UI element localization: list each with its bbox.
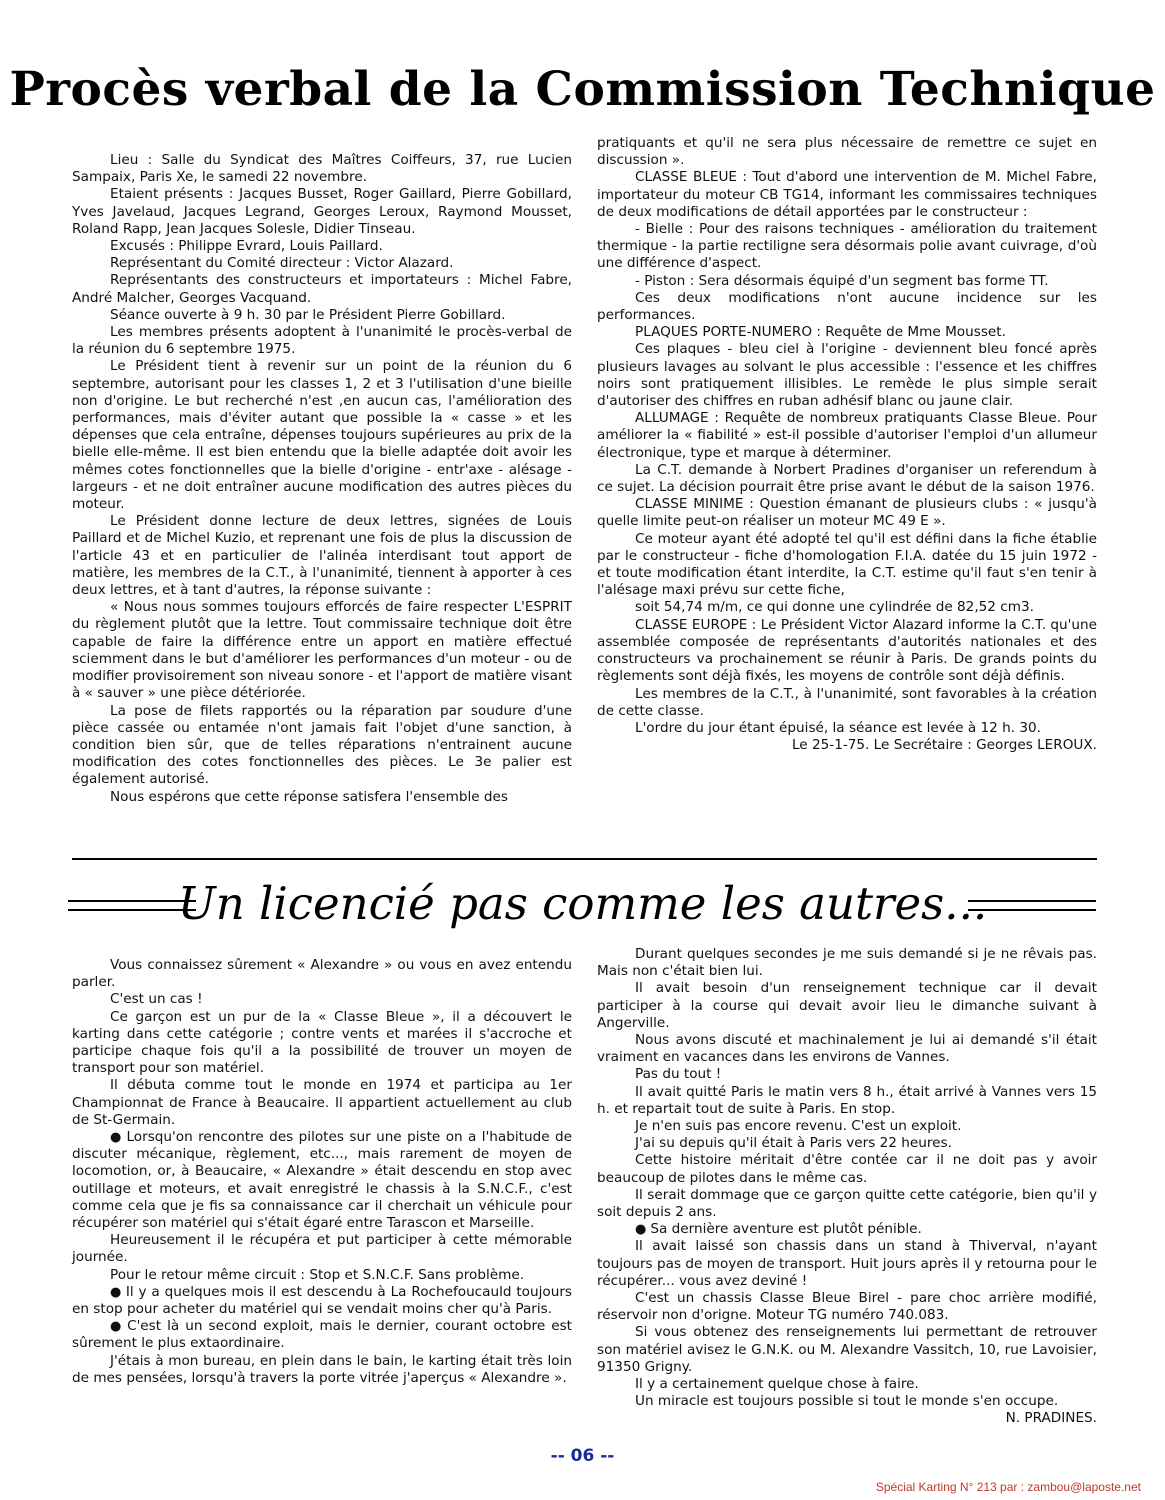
paragraph: Ces plaques - bleu ciel à l'origine - deviennent bleu foncé après plusieurs lavages au solvant le plus accessible : l'essence et les chiffres noirs sont pratiquement illisibles. Le remède le plus simple serait d'autoriser des chiffres en ruban adhésif blanc ou jaune clair. bbox=[597, 341, 1097, 410]
paragraph bbox=[72, 1318, 572, 1352]
paragraph: La C.T. demande à Norbert Pradines d'organiser un referendum à ce sujet. La décision pourrait être prise avant le début de la saison 1976. bbox=[597, 461, 1097, 496]
paragraph bbox=[72, 1284, 572, 1318]
paragraph: CLASSE BLEUE : Tout d'abord une intervention de M. Michel Fabre, importateur du moteur CB TG14, informant les commissaires techniques de deux modifications de détail apportées par le constructeur : bbox=[597, 169, 1097, 220]
paragraph: Ce moteur ayant été adopté tel qu'il est défini dans la fiche établie par le constructeur - fiche d'homologation F.I.A. datée du 15 juin 1972 - et toute modification étant interdite, la C.T. estime qu'il faut s'en tenir à l'alésage maxi prévu sur cette fiche, bbox=[597, 530, 1097, 599]
title-rule-right bbox=[968, 900, 1096, 911]
bullet-icon: ● bbox=[110, 1130, 123, 1146]
paragraph: La pose de filets rapportés ou la réparation par soudure d'une pièce cassée ou entamée n'ont jamais fait l'objet d'une sanction, à condition bien sûr, que de telles réparations n'entrainent aucune modification des cotes fonctionnelles des pièces. Le 3e palier est également autorisé. bbox=[72, 702, 572, 788]
paragraph-text: Lorsqu'on rencontre des pilotes sur une piste on a l'habitude de discuter mécanique, règlement, etc..., mais rarement de moyen de locomotion, or, à Beaucaire, « Alexandre » était descendu en stop avec outillage et moteurs, et avait enregistré le chassis à la S.N.C.F., c'est comme cela que je fis sa connaissance car il cherchait un véhicule pour récupérer son matériel qui s'était égaré entre Tarascon et Marseille. bbox=[72, 1129, 573, 1232]
paragraph: ALLUMAGE : Requête de nombreux pratiquants Classe Bleue. Pour améliorer la « fiabilité » est-il possible d'autoriser l'emploi d'un allumeur électronique, type et marque à déterminer. bbox=[597, 410, 1097, 461]
paragraph-text: Il y a quelques mois il est descendu à La Rochefoucauld toujours en stop pour acheter du matériel qui se vendait moins cher qu'à Paris. bbox=[72, 1283, 572, 1318]
paragraph: Représentant du Comité directeur : Victor Alazard. bbox=[110, 255, 454, 272]
article1-column-left bbox=[72, 152, 572, 806]
paragraph: Durant quelques secondes je me suis demandé si je ne rêvais pas. Mais non c'était bien lui. bbox=[597, 946, 1097, 980]
bullet-icon: ● bbox=[635, 1222, 647, 1238]
paragraph-text: C'est là un second exploit, mais le dernier, courant octobre est sûrement le plus extaordinaire. bbox=[72, 1318, 573, 1352]
article1-column-right bbox=[597, 135, 1097, 754]
paragraph: Heureusement il le récupéra et put participer à cette mémorable journée. bbox=[72, 1232, 572, 1266]
paragraph: Ce garçon est un pur de la « Classe Bleue », il a découvert le karting dans cette catégorie ; contre vents et marées il s'accroche et participe chaque fois qu'il a la possibilité de trouver un moyen de transport pour son matériel. bbox=[72, 1008, 572, 1077]
paragraph: - Piston : Sera désormais équipé d'un segment bas forme TT. bbox=[635, 272, 1049, 289]
paragraph: soit 54,74 m/m, ce qui donne une cylindrée de 82,52 cm3. bbox=[635, 599, 1034, 616]
article2-column-left bbox=[72, 957, 572, 1387]
paragraph: Il débuta comme tout le monde en 1974 et participa au 1er Championnat de France à Beaucaire. Il appartient actuellement au club de St-Germain. bbox=[72, 1077, 572, 1128]
paragraph: L'ordre du jour étant épuisé, la séance est levée à 12 h. 30. bbox=[635, 719, 1041, 736]
paragraph: Les membres présents adoptent à l'unanimité le procès-verbal de la réunion du 6 septembre 1975. bbox=[72, 324, 572, 358]
paragraph: Les membres de la C.T., à l'unanimité, sont favorables à la création de cette classe. bbox=[597, 685, 1097, 719]
paragraph: - Bielle : Pour des raisons techniques - amélioration du traitement thermique - la partie rectiligne sera désormais polie avant cuivrage, d'où une différence d'aspect. bbox=[597, 221, 1097, 272]
paragraph: Nous avons discuté et machinalement je lui ai demandé s'il était vraiment en vacances dans les environs de Vannes. bbox=[597, 1032, 1097, 1066]
article2-column-right bbox=[597, 946, 1097, 1428]
paragraph: J'étais à mon bureau, en plein dans le bain, le karting était très loin de mes pensées, lorsqu'à travers la porte vitrée j'aperçus « Alexandre ». bbox=[72, 1352, 572, 1386]
paragraph: Je n'en suis pas encore revenu. C'est un exploit. bbox=[635, 1118, 962, 1135]
author-signature: N. PRADINES. bbox=[1005, 1410, 1097, 1427]
footer-credit: Spécial Karting N° 213 par : zambou@laposte.net bbox=[875, 1480, 1141, 1494]
paragraph: Excusés : Philippe Evrard, Louis Paillard. bbox=[110, 238, 383, 255]
paragraph: Lieu : Salle du Syndicat des Maîtres Coiffeurs, 37, rue Lucien Sampaix, Paris Xe, le samedi 22 novembre. bbox=[72, 152, 572, 186]
paragraph-text: Sa dernière aventure est plutôt pénible. bbox=[650, 1221, 922, 1238]
paragraph: Il avait quitté Paris le matin vers 8 h., était arrivé à Vannes vers 15 h. et repartait tout de suite à Paris. En stop. bbox=[597, 1083, 1097, 1117]
paragraph: pratiquants et qu'il ne sera plus nécessaire de remettre ce sujet en discussion ». bbox=[597, 135, 1097, 169]
bullet-icon: ● bbox=[110, 1319, 124, 1335]
paragraph: Un miracle est toujours possible si tout le monde s'en occupe. bbox=[635, 1393, 1059, 1410]
paragraph: J'ai su depuis qu'il était à Paris vers 22 heures. bbox=[635, 1135, 952, 1152]
article-title-proces-verbal: Procès verbal de la Commission Technique bbox=[9, 62, 1156, 117]
paragraph: Représentants des constructeurs et importateurs : Michel Fabre, André Malcher, Georges Vacquand. bbox=[72, 272, 572, 306]
paragraph: Pas du tout ! bbox=[635, 1066, 722, 1083]
paragraph: Il serait dommage que ce garçon quitte cette catégorie, bien qu'il y soit depuis 2 ans. bbox=[597, 1186, 1097, 1221]
paragraph: Nous espérons que cette réponse satisfera l'ensemble des bbox=[110, 788, 508, 805]
paragraph: Ces deux modifications n'ont aucune incidence sur les performances. bbox=[597, 289, 1097, 324]
bullet-icon: ● bbox=[110, 1284, 122, 1300]
page-number: -- 06 -- bbox=[550, 1446, 615, 1466]
paragraph: CLASSE EUROPE : Le Président Victor Alazard informe la C.T. qu'une assemblée composée de représentants d'autorités nationales et des constructeurs va prochainement se réunir à Paris. De grands points du règlements sont déjà fixés, les moyens de contrôle sont déjà définis. bbox=[597, 616, 1097, 685]
paragraph: Etaient présents : Jacques Busset, Roger Gaillard, Pierre Gobillard, Yves Javelaud, Jacques Legrand, Georges Leroux, Raymond Mousset, Roland Rapp, Jean Jacques Solesle, Didier Tinseau. bbox=[72, 186, 572, 237]
section-divider bbox=[72, 858, 1097, 860]
paragraph: Il avait besoin d'un renseignement technique car il devait participer à la course qui devait avoir lieu le dimanche suivant à Angerville. bbox=[597, 980, 1097, 1031]
signature-line: Le 25-1-75. Le Secrétaire : Georges LEROUX. bbox=[791, 737, 1097, 754]
paragraph bbox=[597, 1221, 1097, 1238]
paragraph: C'est un cas ! bbox=[110, 991, 203, 1008]
article-title-licencie: Un licencié pas comme les autres... bbox=[177, 877, 988, 930]
paragraph: Il y a certainement quelque chose à faire. bbox=[635, 1376, 919, 1393]
paragraph: C'est un chassis Classe Bleue Birel - pare choc arrière modifié, réservoir non d'origne. Moteur TG numéro 740.083. bbox=[597, 1290, 1097, 1324]
paragraph: Séance ouverte à 9 h. 30 par le Président Pierre Gobillard. bbox=[110, 306, 506, 323]
paragraph: Le Président donne lecture de deux lettres, signées de Louis Paillard et de Michel Kuzio, et reprenant une fois de plus la discussion de l'article 43 et en particulier de l'alinéa interdisant tout apport de matière, les membres de la C.T., à l'unanimité, tiennent à apporter à ces deux lettres, et à tant d'autres, la réponse suivante : bbox=[72, 513, 572, 599]
paragraph: Il avait laissé son chassis dans un stand à Thiverval, n'ayant toujours pas de moyen de transport. Huit jours après il y retourna pour le récupérer... vous avez deviné ! bbox=[597, 1238, 1097, 1289]
paragraph: « Nous nous sommes toujours efforcés de faire respecter L'ESPRIT du règlement plutôt que la lettre. Tout commissaire technique doit être capable de faire la différence entre un apport en matière effectué sciemment dans le but d'améliorer les performances d'un moteur - ou de modifier provisoirement son niveau sonore - et l'apport de matière visant à « sauver » une pièce détériorée. bbox=[72, 599, 572, 702]
paragraph: Cette histoire méritait d'être contée car il ne doit pas y avoir beaucoup de pilotes dans le même cas. bbox=[597, 1152, 1097, 1186]
paragraph: Vous connaissez sûrement « Alexandre » ou vous en avez entendu parler. bbox=[72, 957, 572, 991]
paragraph: Pour le retour même circuit : Stop et S.N.C.F. Sans problème. bbox=[110, 1266, 525, 1283]
paragraph bbox=[72, 1129, 572, 1232]
paragraph: PLAQUES PORTE-NUMERO : Requête de Mme Mousset. bbox=[635, 324, 1006, 341]
paragraph: Le Président tient à revenir sur un point de la réunion du 6 septembre, autorisant pour les classes 1, 2 et 3 l'utilisation d'une bieille non d'origine. Le but recherché n'est ,en aucun cas, l'amélioration des performances, mais d'éviter autant que possible la « casse » et les dépenses que cela entraîne, dépenses toujours supérieures au prix de la bielle elle-même. Il est bien entendu que la bielle adaptée doit avoir les mêmes cotes fonctionnelles que la bielle d'origine - entr'axe - alésage - largeurs - et ne doit entraîner aucune modification des autres pièces du moteur. bbox=[72, 358, 572, 513]
paragraph: CLASSE MINIME : Question émanant de plusieurs clubs : « jusqu'à quelle limite peut-on réaliser un moteur MC 49 E ». bbox=[597, 496, 1097, 530]
paragraph: Si vous obtenez des renseignements lui permettant de retrouver son matériel avisez le G.N.K. ou M. Alexandre Vassitch, 10, rue Lavoisier, 91350 Grigny. bbox=[597, 1324, 1097, 1375]
